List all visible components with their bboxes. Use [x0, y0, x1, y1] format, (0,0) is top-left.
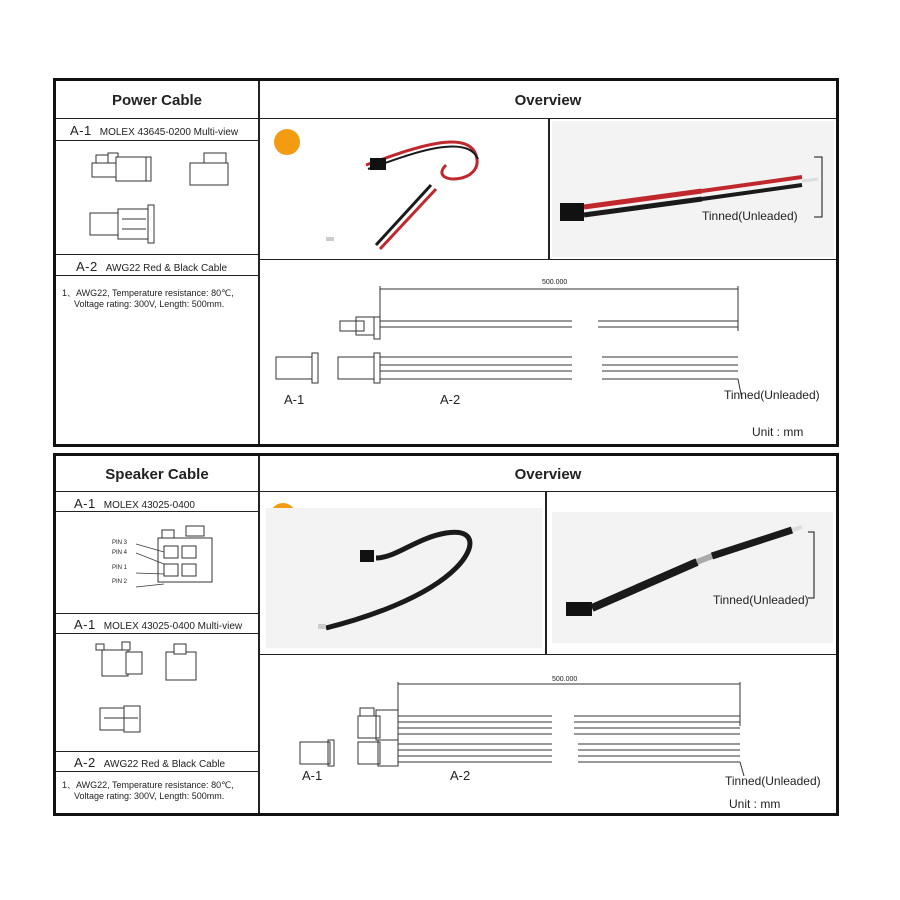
drawing-a1-label: A-1: [302, 768, 323, 783]
a1-text: MOLEX 43025-0400 Multi-view: [103, 621, 243, 632]
divider: [258, 456, 260, 813]
a1-code: A-1: [70, 123, 92, 138]
pin-leader-lines: [136, 536, 176, 596]
overview-title: Overview: [514, 91, 582, 109]
divider: [56, 771, 258, 772]
a1-label: [74, 496, 195, 511]
a2-text: AWG22 Red & Black Cable: [103, 759, 226, 770]
connector-multiview-drawing: [56, 143, 256, 255]
note-line: Voltage rating: 300V, Length: 500mm.: [74, 299, 225, 309]
spec-note: [62, 780, 234, 802]
drawing-a1-label: A-1: [284, 392, 305, 407]
divider: [260, 654, 836, 655]
a1-text: MOLEX 43025-0400: [103, 500, 195, 511]
pin-labels: [112, 539, 127, 587]
unit-label: Unit : mm: [752, 425, 804, 439]
a1-multiview-label: [74, 617, 242, 632]
length-label: 500.000: [542, 279, 568, 286]
a2-text: AWG22 Red & Black Cable: [105, 263, 228, 274]
a1-label: [70, 123, 238, 138]
a1-code: A-1: [74, 496, 96, 511]
a2-code: A-2: [76, 259, 98, 274]
divider: [56, 118, 836, 119]
divider: [56, 633, 258, 634]
cable-closeup-photo: [552, 121, 834, 257]
a2-code: A-2: [74, 755, 96, 770]
divider: [56, 613, 258, 614]
pin-label: PIN 1: [112, 565, 128, 571]
note-line: Voltage rating: 300V, Length: 500mm.: [74, 791, 225, 801]
divider: [548, 119, 550, 260]
cable-closeup-drawing: [552, 121, 834, 257]
unit-label: Unit : mm: [729, 797, 781, 811]
speaker-cable-panel: [53, 453, 839, 816]
divider: [260, 259, 836, 260]
a1-code: A-1: [74, 617, 96, 632]
pin-label: PIN 2: [112, 578, 128, 585]
overview-title: Overview: [514, 465, 582, 483]
divider: [56, 275, 258, 276]
tinned-photo-label: Tinned(Unleaded): [702, 209, 798, 223]
tinned-photo-label: Tinned(Unleaded): [713, 593, 809, 607]
cable-closeup-photo: [552, 512, 833, 643]
a2-label: [76, 259, 227, 274]
drawing-a2-label: A-2: [450, 768, 471, 783]
divider: [56, 511, 258, 512]
cable-photo-drawing: [266, 508, 542, 648]
pin-label: PIN 4: [112, 549, 128, 556]
tinned-drawing-label: Tinned(Unleaded): [724, 388, 820, 402]
divider: [56, 491, 836, 492]
power-cable-dimension-drawing: [262, 261, 832, 441]
divider: [545, 492, 547, 654]
cable-photo: [316, 125, 526, 255]
tinned-drawing-label: Tinned(Unleaded): [725, 774, 821, 788]
divider: [56, 140, 258, 141]
divider: [56, 254, 258, 255]
speaker-cable-title: Speaker Cable: [105, 465, 209, 483]
power-cable-title: Power Cable: [111, 91, 203, 109]
pin-label: PIN 3: [112, 540, 128, 546]
cable-photo: [266, 508, 542, 648]
power-cable-panel: [53, 78, 839, 447]
spec-note: [62, 288, 234, 310]
a1-text: MOLEX 43645-0200 Multi-view: [99, 127, 239, 138]
speaker-cable-dimension-drawing: [262, 656, 832, 812]
a2-label: [74, 755, 225, 770]
connector-multiview-drawing: [56, 638, 256, 750]
orange-dot-icon: [274, 129, 300, 155]
divider: [56, 751, 258, 752]
cable-closeup-drawing: [552, 512, 833, 643]
note-line: 1、AWG22, Temperature resistance: 80℃,: [62, 288, 234, 298]
length-label: 500.000: [552, 676, 578, 683]
note-line: 1、AWG22, Temperature resistance: 80℃,: [62, 780, 234, 790]
drawing-a2-label: A-2: [440, 392, 461, 407]
divider: [258, 81, 260, 444]
